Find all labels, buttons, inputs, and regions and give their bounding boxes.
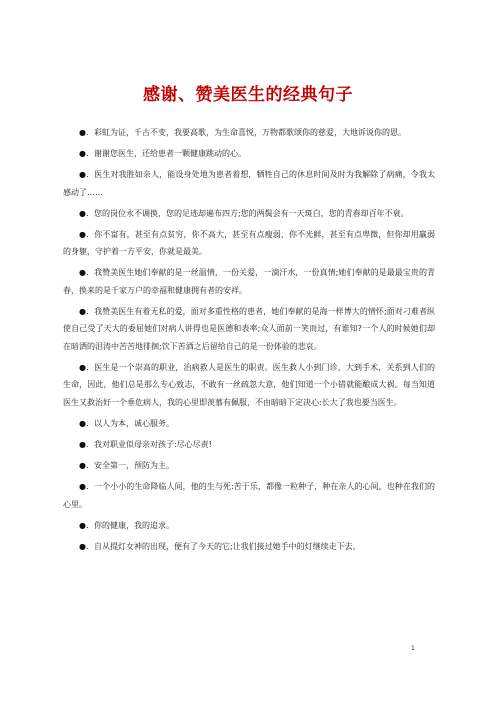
bullet-icon: ●．: [79, 541, 94, 551]
paragraph: [63, 538, 435, 556]
bullet-icon: ●．: [79, 306, 95, 316]
paragraph-text: 你的健康，我的追求。: [93, 520, 174, 530]
paragraph-text: 您的岗位永不调换，您的足迹却遍布四方;您的两鬓会有一天斑白，您的青春却百年不衰。: [93, 208, 409, 218]
paragraph: [63, 205, 435, 223]
paragraph-text: 我赞美医生有着无私的爱，面对多重性格的患者，她们奉献的是海一样博大的情怀;面对刁难者纵使自己受了天大的委屈她们对病人讲得也是医德和表率;众人面前一笑而过，有谁知?一个人的时候她们却在暗洒的泪涛中苦苦地徘徊;饮下苦酒之后留给自己的是一份体验的悲哀。: [63, 306, 435, 351]
bullet-icon: ●．: [79, 481, 95, 491]
paragraph: [63, 436, 435, 454]
page-number: 1: [410, 644, 415, 652]
bullet-icon: ●．: [79, 128, 94, 137]
paragraph-text: 医生是一个崇高的职业，治病救人是医生的职责。医生救人小到门诊，大到手术，关系到人们的生命，因此，他们总是那么专心致志，不敢有一丝疏忽大意，他们知道一个小错就能酿成大祸。每当知道医生又救治好一个垂危病人，我的心里即羡慕有佩服，不由暗暗下定决心:长大了我也要当医生。: [63, 362, 435, 408]
paragraph: [63, 517, 435, 535]
bullet-icon: ●．: [79, 268, 95, 278]
bullet-icon: ●．: [79, 169, 95, 179]
paragraph-text: 一个小小的生命降临人间，他的生与死:苦于乐，都像一粒种子，种在亲人的心间，也种在我们的心里。: [63, 481, 435, 509]
paragraph: [63, 359, 435, 412]
bullet-icon: ●．: [79, 461, 94, 470]
paragraph-text: 彩虹为证，千古不变，我要高歌，为生命喜悦，万物都歌颂你的慈爱，大地诉说你的恩。: [93, 128, 406, 137]
paragraph: [63, 478, 435, 513]
document-body: [63, 124, 435, 559]
paragraph-text: 谢谢您医生，还给患者一颗健康跳动的心。: [93, 148, 246, 158]
paragraph: [63, 415, 435, 433]
bullet-icon: ●．: [79, 208, 94, 218]
bullet-icon: ●．: [79, 229, 95, 239]
bullet-icon: ●．: [79, 440, 94, 450]
paragraph-text: 我赞美医生她们奉献的是一丝温情，一份关爱，一滴汗水，一份真情;她们奉献的是最最宝贵的青春，换来的是千家万户的幸福和健康拥有者的安祥。: [63, 268, 435, 295]
paragraph: [63, 145, 435, 163]
page-title: 感谢、赞美医生的经典句子: [143, 85, 353, 105]
bullet-icon: ●．: [79, 148, 94, 158]
paragraph: [63, 226, 435, 261]
paragraph-text: 安全第一，预防为主。: [93, 461, 174, 470]
paragraph: [63, 264, 435, 299]
bullet-icon: ●．: [79, 362, 95, 372]
paragraph: [63, 124, 435, 142]
paragraph-text: 你不富有，甚至有点贫穷，你不高大，甚至有点瘦弱，你不光鲜，甚至有点卑微，但你却用羸弱的身躯，守护着一方平安，你就是最美。: [63, 229, 435, 257]
paragraph: [63, 457, 435, 475]
bullet-icon: ●．: [79, 419, 94, 429]
paragraph-text: 医生对我胜如亲人，能设身处地为患者着想，牺牲自己的休息时间及时为我解除了病痛，令我太感动了……: [63, 169, 435, 197]
paragraph-text: 以人为本，诚心服务。: [93, 419, 174, 429]
paragraph-text: 自从提灯女神的出现，便有了今天的它;让我们接过她手中的灯继续走下去。: [93, 541, 361, 551]
bullet-icon: ●．: [79, 520, 94, 530]
paragraph-text: 我对职业似母亲对孩子:尽心尽责!: [93, 440, 212, 450]
paragraph: [63, 303, 435, 356]
paragraph: [63, 166, 435, 201]
